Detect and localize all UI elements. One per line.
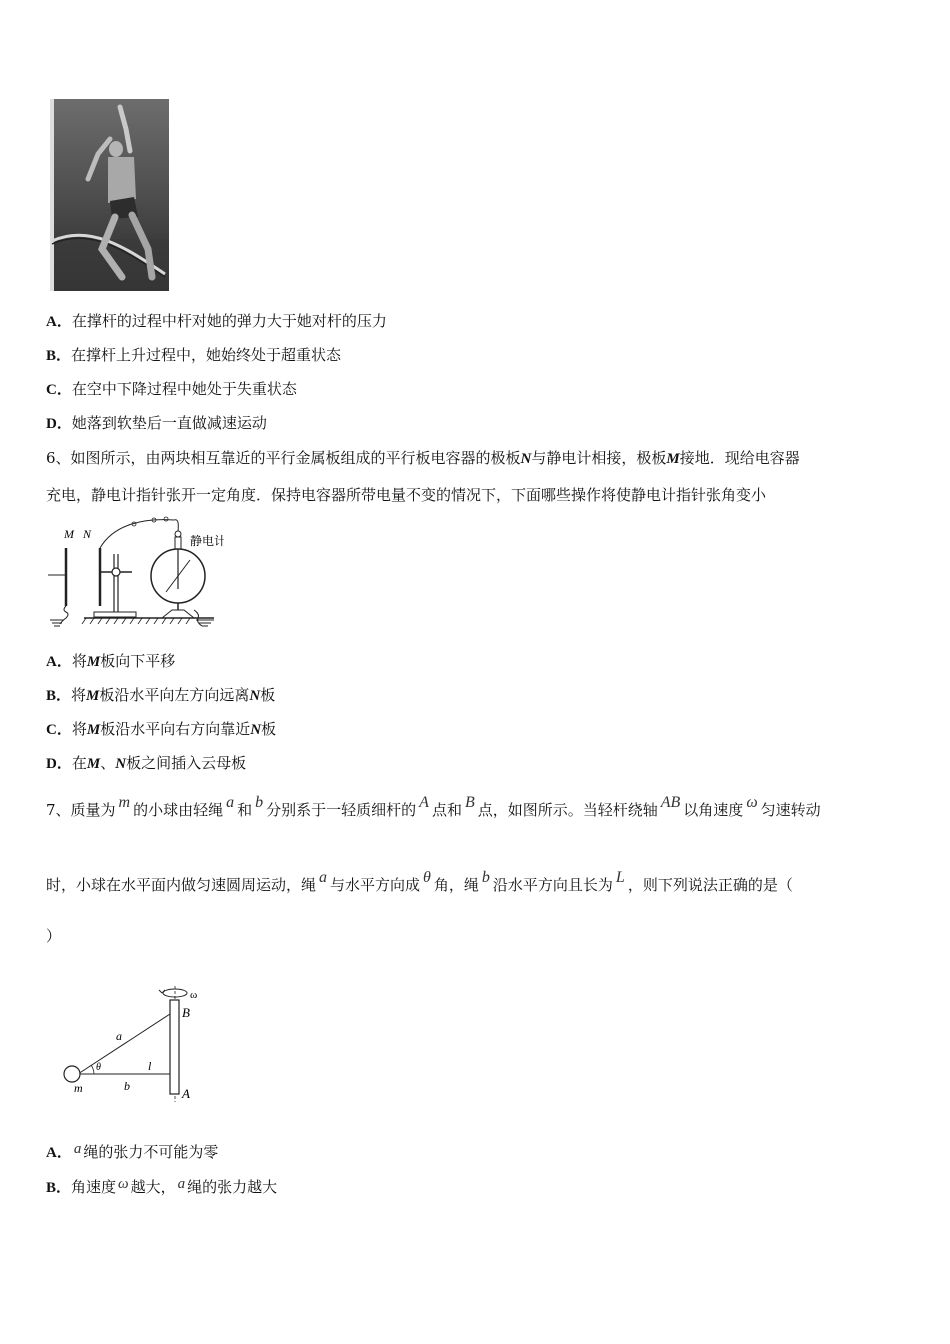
q6-stem-line2: 充电，静电计指针张开一定角度．保持电容器所带电量不变的情况下，下面哪些操作将使静电计指针张角变小 <box>46 486 767 504</box>
q6-option-a[interactable]: A．将M板向下平移 <box>46 652 176 670</box>
q6-option-d[interactable]: D．在M、N板之间插入云母板 <box>46 754 247 772</box>
figure-label-omega: ω <box>190 989 198 1001</box>
figure-label-n: N <box>83 527 92 541</box>
q6-option-b[interactable]: B．将M板沿水平向左方向远离N板 <box>46 686 276 704</box>
q7-stem-line3: ） <box>46 927 62 945</box>
q5-option-a[interactable]: A．在撑杆的过程中杆对她的弹力大于她对杆的压力 <box>46 312 387 330</box>
capacitor-electrometer-figure <box>44 514 224 632</box>
q7-stem-line2: 时，小球在水平面内做匀速圆周运动，绳 a 与水平方向成 θ 角，绳 b 沿水平方向且长为 L ，则下列说法正确的是（ <box>46 869 793 894</box>
figure-label-b-point: B <box>182 1005 190 1020</box>
q7-option-a[interactable]: A． a 绳的张力不可能为零 <box>46 1141 219 1161</box>
q6-stem-line1: 6、如图所示，由两块相互靠近的平行金属板组成的平行板电容器的极板N与静电计相接，极板M接地．现给电容器 <box>46 449 800 467</box>
rotating-rod-figure <box>58 984 208 1102</box>
figure-label-a-point: A <box>182 1086 190 1101</box>
q6-option-c[interactable]: C．将M板沿水平向右方向靠近N板 <box>46 720 277 738</box>
figure-label-m: M <box>64 527 74 541</box>
q5-option-d[interactable]: D．她落到软垫后一直做减速运动 <box>46 414 267 432</box>
q5-option-b[interactable]: B．在撑杆上升过程中，她始终处于超重状态 <box>46 346 342 364</box>
figure-label-rope-a: a <box>116 1029 122 1043</box>
q5-option-c[interactable]: C．在空中下降过程中她处于失重状态 <box>46 380 297 398</box>
pole-vault-photo <box>50 99 169 291</box>
figure-label-electrometer: 静电计 <box>190 534 224 548</box>
figure-label-mass-m: m <box>74 1081 83 1095</box>
q7-option-b[interactable]: B．角速度 ω 越大， a 绳的张力越大 <box>46 1176 278 1196</box>
figure-label-rope-b: b <box>124 1079 130 1093</box>
figure-label-length-l: l <box>148 1059 152 1073</box>
figure-label-theta: θ <box>96 1062 101 1073</box>
q7-stem-line1: 7、质量为 m 的小球由轻绳 a 和 b 分别系于一轻质细杆的 A 点和 B 点，如图所示。当轻杆绕轴 AB 以角速度 ω 匀速转动 <box>46 794 821 819</box>
